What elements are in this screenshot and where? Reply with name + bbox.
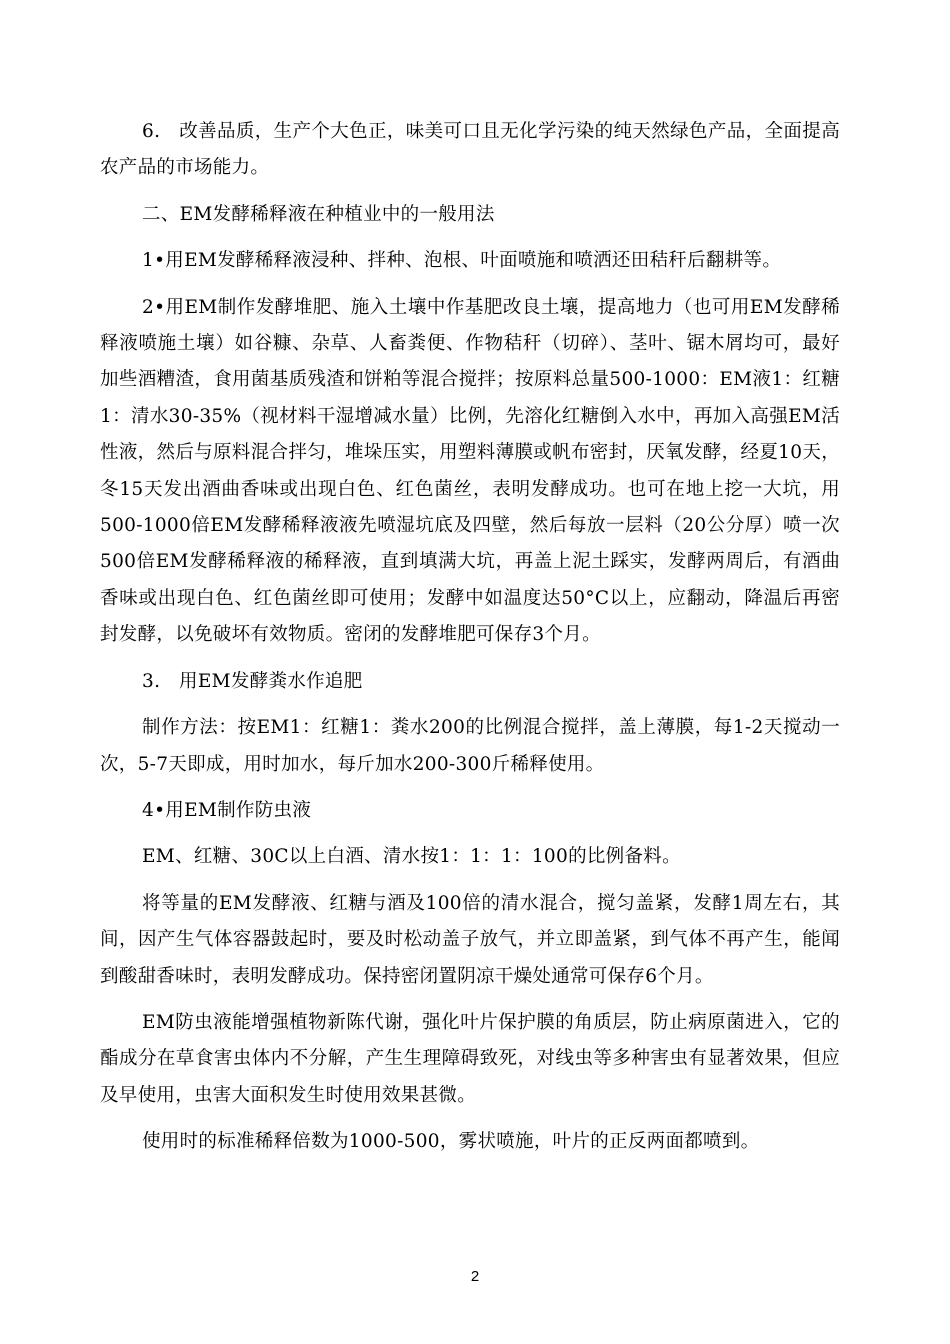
page-number: 2: [470, 1268, 480, 1285]
paragraph-usage-3-method: 制作方法：按EM1：红糖1：粪水200的比例混合搅拌，盖上薄膜，每1-2天搅动一次，5-7天即成，用时加水，每斤加水200-300斤稀释使用。: [100, 717, 840, 775]
paragraph-usage-2-compost: 2•用EM制作发酵堆肥、施入土壤中作基肥改良土壤，提高地力（也可用EM发酵稀释液喷施土壤）如谷糠、杂草、人畜粪便、作物秸秆（切碎）、茎叶、锯木屑均可，最好加些酒糟渣，食用菌基质残渣和饼粕等混合搅拌；按原料总量500-1000：EM液1：红糖1：清水30-35%（视材料干湿增减水量）比例，先溶化红糖倒入水中，再加入高强EM活性液，然后与原料混合拌匀，堆垛压实，用塑料薄膜或帆布密封，厌氧发酵，经夏10天，冬15天发出酒曲香味或出现白色、红色菌丝，表明发酵成功。也可在地上挖一大坑，用500-1000倍EM发酵稀释液液先喷湿坑底及四壁，然后每放一层料（20公分厚）喷一次500倍EM发酵稀释液的稀释液，直到填满大坑，再盖上泥土踩实，发酵两周后，有酒曲香味或出现白色、红色菌丝即可使用；发酵中如温度达50°C以上，应翻动，降温后再密封发酵，以免破坏有效物质。密闭的发酵堆肥可保存3个月。: [100, 296, 840, 646]
paragraph-usage-4-ratio: EM、红糖、30C以上白酒、清水按1：1：1：100的比例备料。: [142, 846, 681, 868]
paragraph-usage-3-heading: 3. 用EM发酵粪水作追肥: [142, 670, 363, 692]
paragraph-usage-4-dilution: 使用时的标准稀释倍数为1000-500，雾状喷施，叶片的正反两面都喷到。: [142, 1131, 760, 1153]
paragraph-usage-4-effect: EM防虫液能增强植物新陈代谢，强化叶片保护膜的角质层，防止病原菌进入，它的酯成分在草食害虫体内不分解，产生生理障碍致死，对线虫等多种害虫有显著效果，但应及早使用，虫害大面积发生时使用效果甚微。: [100, 1011, 840, 1106]
paragraph-usage-4-heading: 4•用EM制作防虫液: [142, 799, 312, 821]
section-heading-general-usage: 二、EM发酵稀释液在种植业中的一般用法: [142, 203, 495, 225]
document-body: [100, 114, 840, 1171]
paragraph-usage-1: 1•用EM发酵稀释液浸种、拌种、泡根、叶面喷施和喷洒还田秸秆后翻耕等。: [142, 250, 782, 272]
paragraph-usage-4-procedure: 将等量的EM发酵液、红糖与酒及100倍的清水混合，搅匀盖紧，发酵1周左右，其间，因产生气体容器鼓起时，要及时松动盖子放气，并立即盖紧，到气体不再产生，能闻到酸甜香味时，表明发酵成功。保持密闭置阴凉干燥处通常可保存6个月。: [100, 892, 840, 987]
paragraph-improve-quality: 6. 改善品质，生产个大色正，味美可口且无化学污染的纯天然绿色产品，全面提高农产品的市场能力。: [100, 121, 840, 179]
